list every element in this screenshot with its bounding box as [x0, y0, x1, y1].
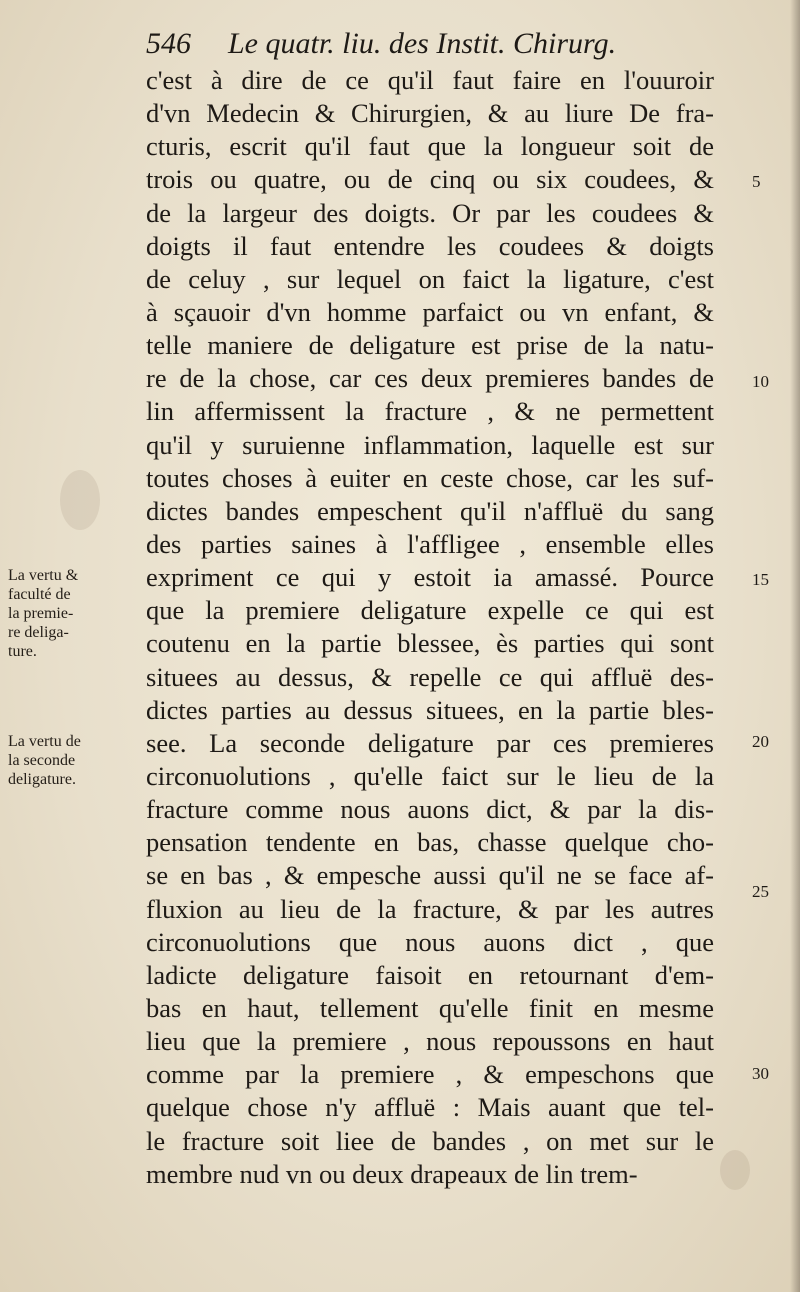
margin-note-line: La vertu de [8, 733, 81, 750]
running-title: Le quatr. liu. des Instit. Chirurg. [228, 27, 617, 60]
paper-stain [60, 470, 100, 530]
line-number: 30 [752, 1064, 769, 1083]
text-line: se en bas , & empesche aussi qu'il ne se face af- [146, 860, 714, 891]
text-line: ladicte deligature faisoit en retournant d'em- [146, 959, 714, 990]
body-text-block [146, 64, 714, 1191]
text-line: lieu que la premiere , nous repoussons en haut [146, 1026, 714, 1057]
page-edge-shadow [790, 0, 800, 1292]
text-line: que la premiere deligature expelle ce qui est [146, 595, 714, 626]
text-line: à sçauoir d'vn homme parfaict ou vn enfant, & [146, 296, 714, 327]
text-line: de celuy , sur lequel on faict la ligature, c'est [146, 263, 714, 294]
text-line: pensation tendente en bas, chasse quelque cho- [146, 827, 714, 858]
text-line: coutenu en la partie blessee, ès parties qui sont [146, 628, 714, 659]
text-line: doigts il faut entendre les coudees & doigts [146, 230, 714, 261]
margin-note-line: ture. [8, 643, 37, 660]
text-line: toutes choses à euiter en ceste chose, car les suf- [146, 462, 714, 493]
text-line: circonuolutions que nous auons dict , que [146, 926, 714, 957]
line-number: 20 [752, 732, 769, 751]
text-line: trois ou quatre, ou de cinq ou six coudees, & [146, 164, 714, 195]
text-line: fluxion au lieu de la fracture, & par les autres [146, 893, 714, 924]
text-line: re de la chose, car ces deux premieres bandes de [146, 363, 714, 394]
text-line: quelque chose n'y affluë : Mais auant que tel- [146, 1092, 714, 1123]
text-line: d'vn Medecin & Chirurgien, & au liure De fra- [146, 98, 714, 129]
margin-note-line: deligature. [8, 771, 76, 788]
margin-note-seconde-deligature [8, 732, 143, 789]
paper-stain [720, 1150, 750, 1190]
text-line: le fracture soit liee de bandes , on met sur le [146, 1125, 714, 1156]
text-line: qu'il y suruienne inflammation, laquelle est sur [146, 429, 714, 460]
margin-note-line: La vertu & [8, 567, 79, 584]
line-number: 15 [752, 570, 769, 589]
text-line: de la largeur des doigts. Or par les coudees & [146, 197, 714, 228]
text-line: fracture comme nous auons dict, & par la dis- [146, 794, 714, 825]
text-line: telle maniere de deligature est prise de la natu- [146, 330, 714, 361]
text-line: situees au dessus, & repelle ce qui affluë des- [146, 661, 714, 692]
margin-note-premiere-deligature [8, 566, 143, 661]
text-line: comme par la premiere , & empeschons que [146, 1059, 714, 1090]
line-number: 25 [752, 882, 769, 901]
text-line: expriment ce qui y estoit ia amassé. Pource [146, 562, 714, 593]
text-line: dictes parties au dessus situees, en la partie bles- [146, 694, 714, 725]
margin-note-line: faculté de [8, 586, 71, 603]
margin-note-line: la premie- [8, 605, 74, 622]
text-line: membre nud vn ou deux drapeaux de lin trem- [146, 1158, 638, 1189]
line-number: 10 [752, 372, 769, 391]
text-line: dictes bandes empeschent qu'il n'affluë du sang [146, 495, 714, 526]
text-line: lin affermissent la fracture , & ne permettent [146, 396, 714, 427]
text-line: c'est à dire de ce qu'il faut faire en l'ouuroir [146, 65, 714, 95]
text-line: cturis, escrit qu'il faut que la longueur soit de [146, 131, 714, 162]
margin-note-line: re deliga- [8, 624, 69, 641]
running-header [146, 22, 746, 66]
folio-number: 546 [146, 27, 191, 60]
text-line: des parties saines à l'affligee , ensemble elles [146, 528, 714, 559]
text-line: bas en haut, tellement qu'elle finit en mesme [146, 992, 714, 1023]
line-number: 5 [752, 172, 761, 191]
text-line: see. La seconde deligature par ces premieres [146, 727, 714, 758]
text-line: circonuolutions , qu'elle faict sur le lieu de la [146, 760, 714, 791]
margin-note-line: la seconde [8, 752, 76, 769]
